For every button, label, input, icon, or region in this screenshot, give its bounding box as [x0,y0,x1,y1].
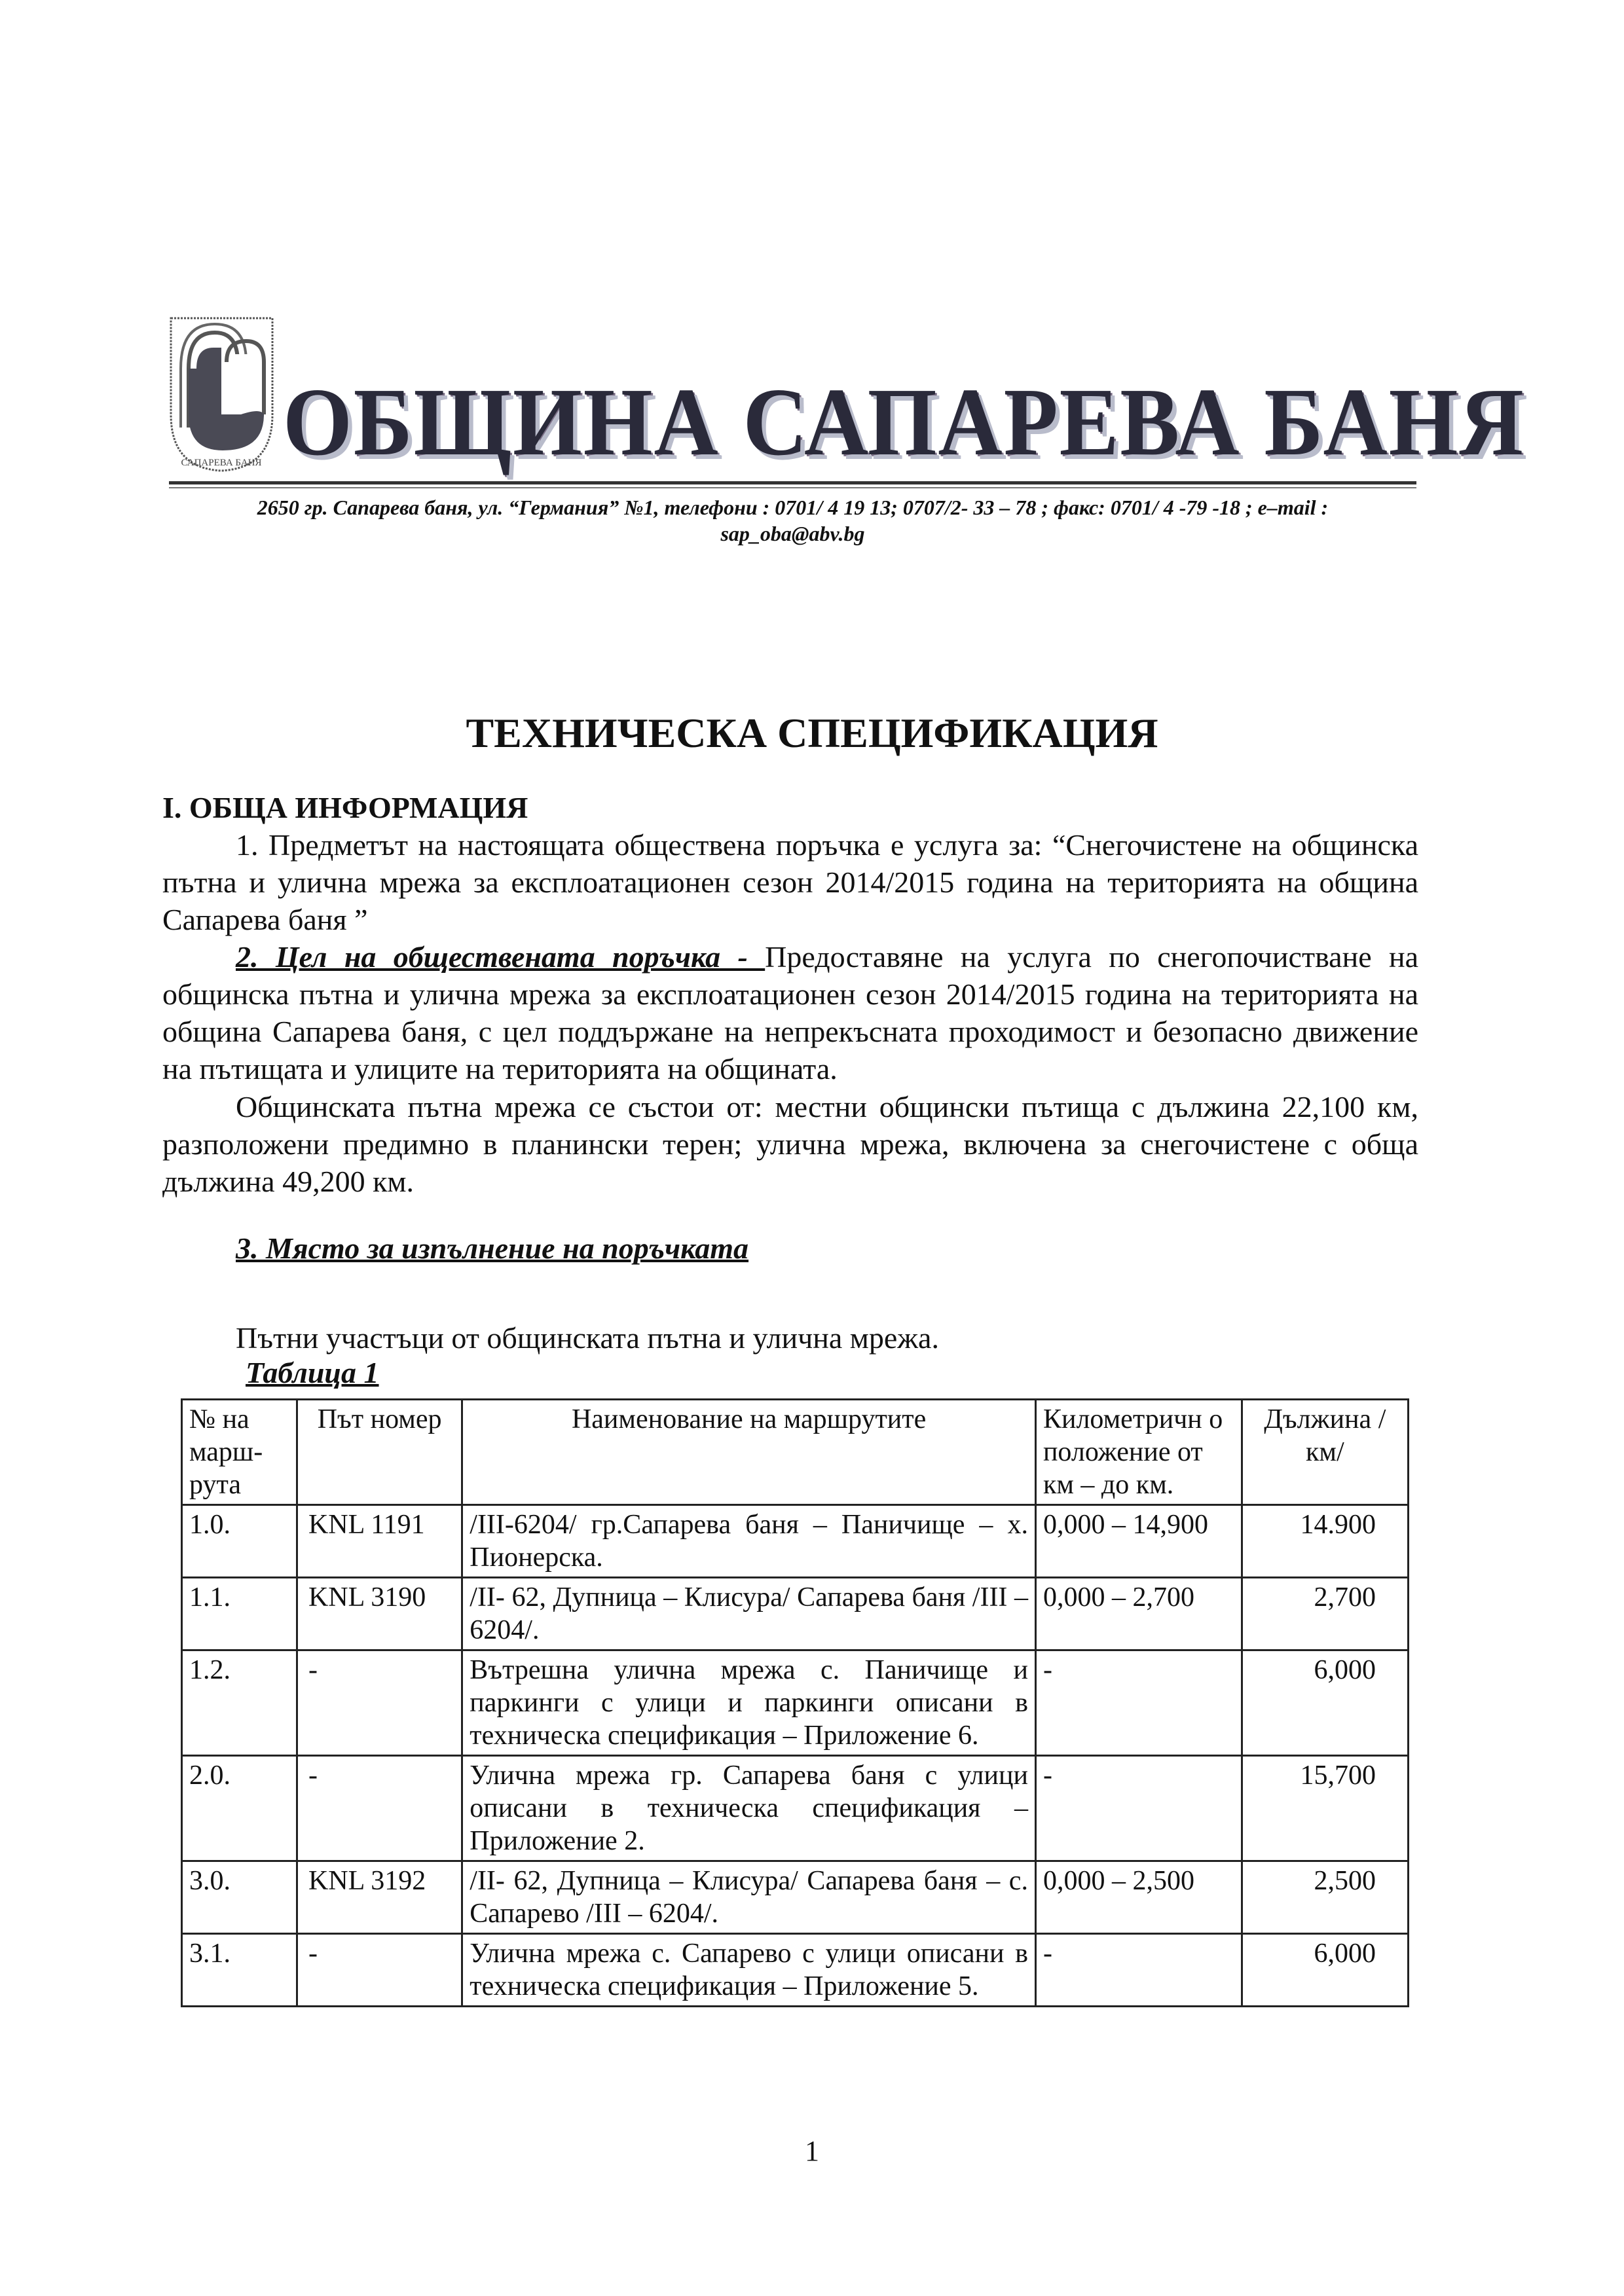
table-row [182,1756,1409,1861]
cell-km-position: - [1035,1756,1242,1861]
cell-length: 6,000 [1242,1934,1408,2007]
cell-km-position: - [1035,1934,1242,2007]
email-link[interactable]: sap_oba@abv.bg [720,522,865,545]
goal-heading: 2. Цел на обществената поръчка - [236,940,766,974]
cell-route-no: 1.1. [182,1578,297,1650]
header-route-name: Наименование на маршрутите [462,1400,1036,1505]
cell-route-no: 3.0. [182,1861,297,1934]
cell-route-name: /II- 62, Дупница – Клисура/ Сапарева баня /III – 6204/. [462,1578,1036,1650]
cell-km-position: 0,000 – 2,700 [1035,1578,1242,1650]
cell-length: 2,500 [1242,1861,1408,1934]
cell-road-number: KNL 3190 [297,1578,462,1650]
table-row [182,1578,1409,1650]
cell-length: 14.900 [1242,1505,1408,1578]
cell-road-number: - [297,1934,462,2007]
section-heading-general-info: I. ОБЩА ИНФОРМАЦИЯ [162,791,528,824]
header-divider-thin [169,487,1416,488]
document-title: ТЕХНИЧЕСКА СПЕЦИФИКАЦИЯ [466,710,1158,756]
cell-route-name: Вътрешна улична мрежа с. Паничище и паркинги с улици и паркинги описани в техническа спецификация – Приложение 6. [462,1650,1036,1756]
cell-route-no: 2.0. [182,1756,297,1861]
cell-route-no: 1.2. [182,1650,297,1756]
cell-road-number: - [297,1756,462,1861]
cell-km-position: - [1035,1650,1242,1756]
paragraph-goal [162,938,1418,1087]
cell-route-no: 1.0. [182,1505,297,1578]
cell-km-position: 0,000 – 2,500 [1035,1861,1242,1934]
header-km-position: Километричн о положение от км – до км. [1035,1400,1242,1505]
table-row [182,1505,1409,1578]
cell-route-name: Улична мрежа с. Сапарево с улици описани в техническа спецификация – Приложение 5. [462,1934,1036,2007]
paragraph-road-network: Общинската пътна мрежа се състои от: местни общински пътища с дължина 22,100 км, разположени предимно в планински терен; улична мрежа, включена за снегочистене с обща дължина 49,200 км. [162,1090,1418,1198]
routes-table [181,1398,1409,2007]
cell-road-number: KNL 1191 [297,1505,462,1578]
header-route-no: № на марш-рута [182,1400,297,1505]
cell-length: 15,700 [1242,1756,1408,1861]
paragraph-subject: 1. Предметът на настоящата обществена поръчка е услуга за: “Снегочистене на общинска пътна и улична мрежа за експлоатационен сезон 2014/2015 година на територията на община Сапарева баня ” [162,828,1418,936]
cell-route-no: 3.1. [182,1934,297,2007]
address-line: 2650 гр. Сапарева баня, ул. “Германия” №1, телефони : 0701/ 4 19 13; 0707/2- 33 – 78 ; факс: 0701/ 4 -79 -18 ; e–mail : [257,496,1329,519]
cell-road-number: KNL 3192 [297,1861,462,1934]
cell-length: 6,000 [1242,1650,1408,1756]
table-row [182,1650,1409,1756]
cell-length: 2,700 [1242,1578,1408,1650]
table-caption: Таблица 1 [246,1356,379,1389]
table-row [182,1861,1409,1934]
cell-km-position: 0,000 – 14,900 [1035,1505,1242,1578]
header-length: Дължина /км/ [1242,1400,1408,1505]
header-divider [169,481,1416,484]
cell-route-name: /II- 62, Дупница – Клисура/ Сапарева баня – с. Сапарево /III – 6204/. [462,1861,1036,1934]
table-row [182,1934,1409,2007]
letterhead-title: ОБЩИНА САПАРЕВА БАНЯ [283,369,1525,476]
goal-text: Предоставяне на услуга по снегопочистване на общинска пътна и улична мрежа за експлоатационен сезон 2014/2015 година на територията на община Сапарева баня, с цел поддържане на непрекъсната проходимост и безопасно движение на пътищата и улиците на територията на общината. [162,940,1419,1085]
cell-route-name: Улична мрежа гр. Сапарева баня с улици описани в техническа спецификация – Приложение 2. [462,1756,1036,1861]
roads-intro-text: Пътни участъци от общинската пътна и улична мрежа. [236,1321,939,1355]
logo-lettering: САПАРЕВА БАНЯ [181,458,262,468]
municipality-logo-icon [169,316,275,473]
section-heading-location: 3. Място за изпълнение на поръчката [236,1231,749,1265]
header-road-number: Път номер [297,1400,462,1505]
table-header-row [182,1400,1409,1505]
cell-route-name: /III-6204/ гр.Сапарева баня – Паничище – х. Пионерска. [462,1505,1036,1578]
page-number: 1 [805,2135,819,2167]
cell-road-number: - [297,1650,462,1756]
